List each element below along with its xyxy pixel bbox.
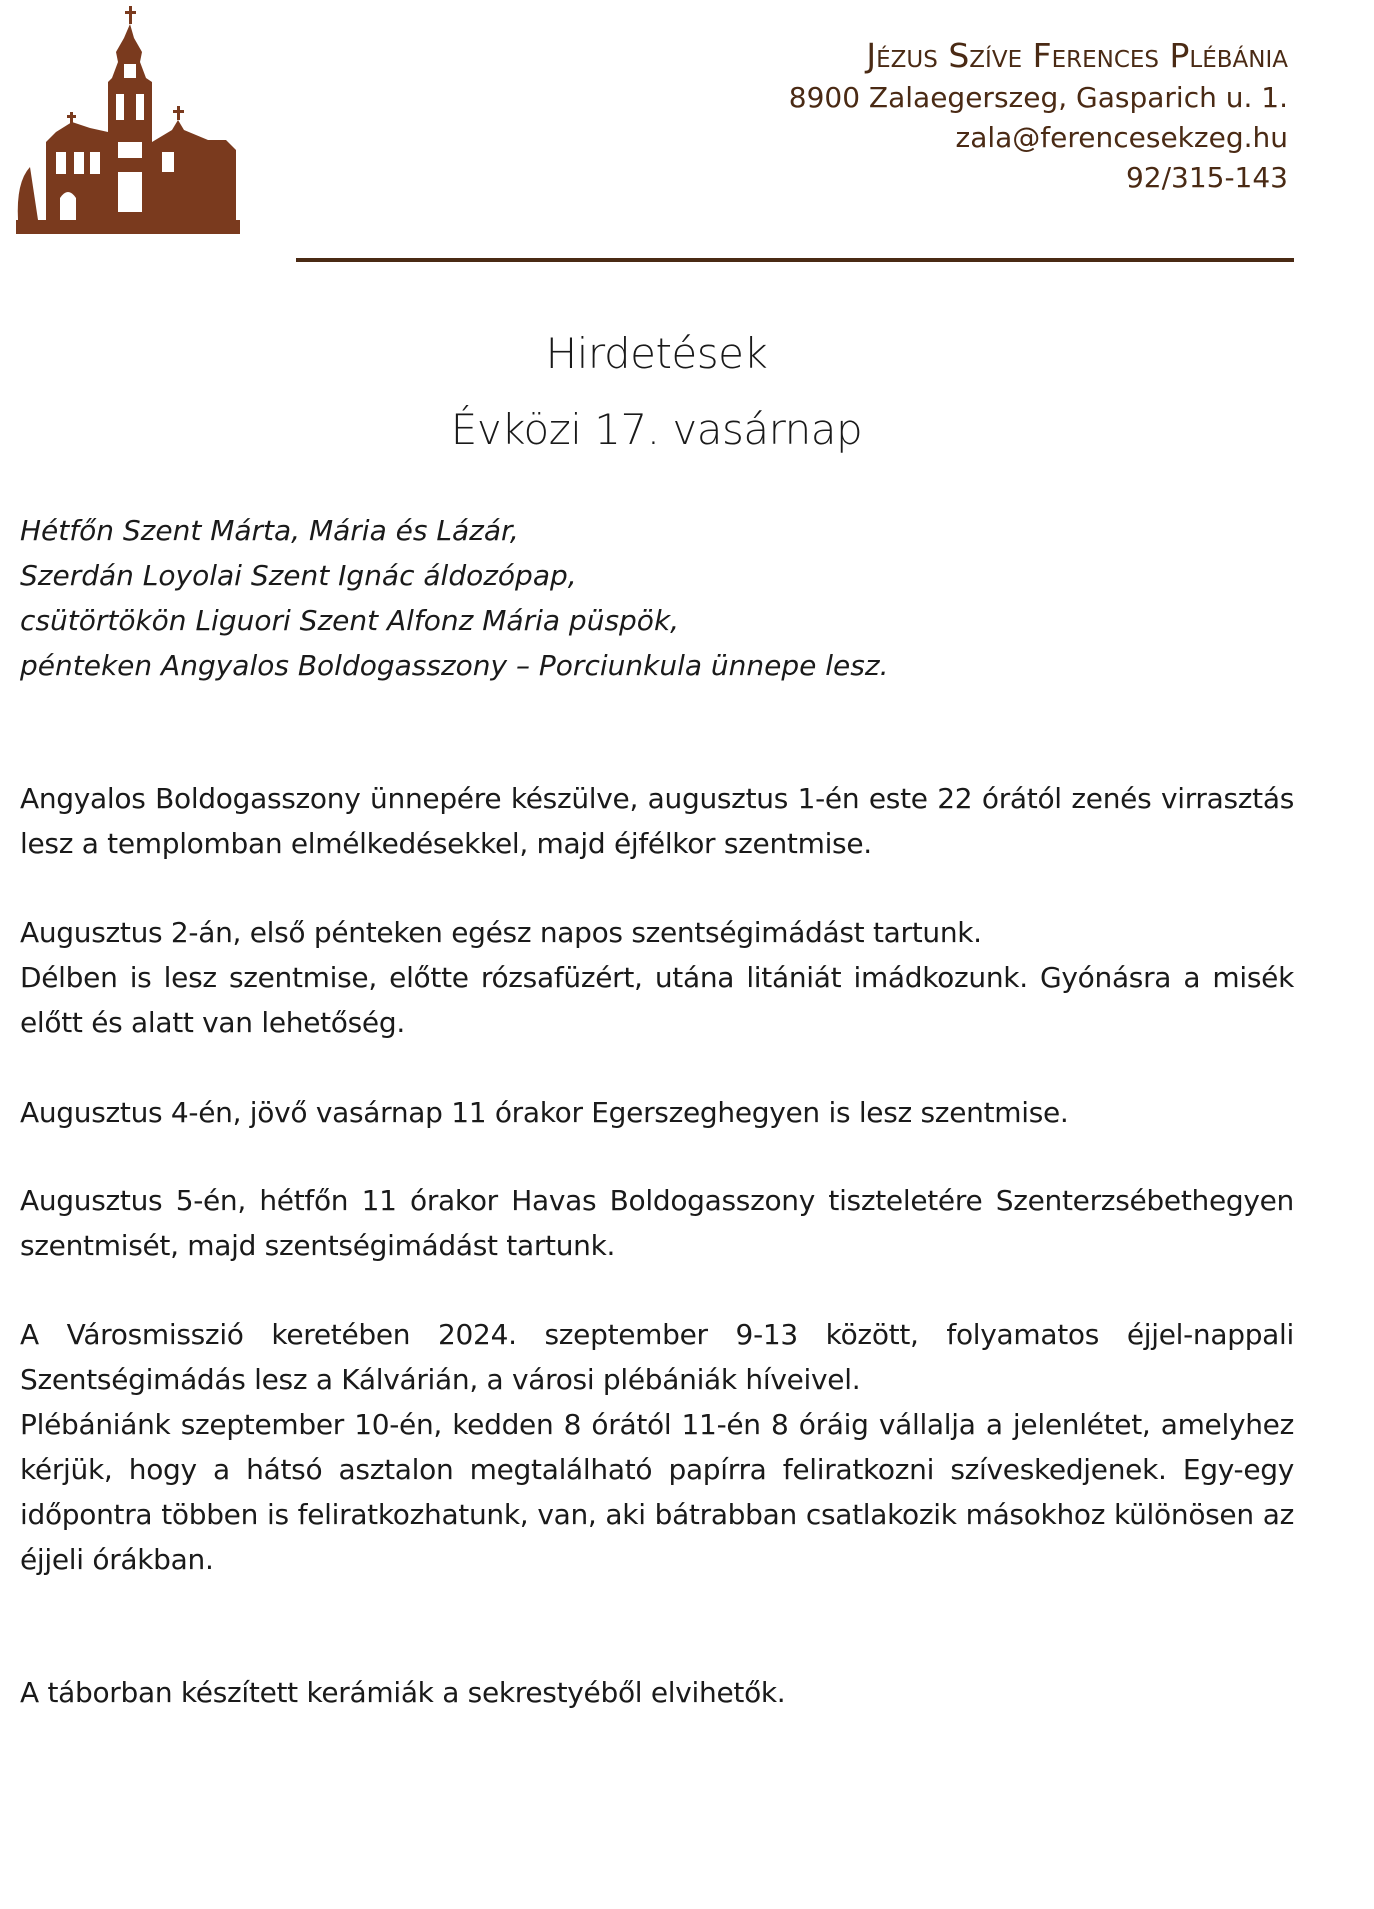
- announcement-text: Délben is lesz szentmise, előtte rózsafüzért, utána litániát imádkozunk. Gyónásra a misék előtt és alatt van lehetőség.: [20, 961, 1294, 1039]
- parish-name: Jézus Szíve Ferences Plébánia: [866, 36, 1288, 75]
- letterhead: [789, 34, 1288, 198]
- announcement-text: Augusztus 2-án, első pénteken egész napos szentségimádást tartunk.: [20, 916, 982, 949]
- announcement-text: Augusztus 5-én, hétfőn 11 órakor Havas Boldogasszony tiszteletére Szenterzsébethegyen szentmisét, majd szentségimádást tartunk.: [20, 1184, 1294, 1262]
- parish-address: 8900 Zalaegerszeg, Gasparich u. 1.: [788, 81, 1288, 114]
- announcement-ceramics: [20, 1670, 1294, 1715]
- feast-line: Szerdán Loyolai Szent Ignác áldozópap,: [20, 559, 577, 592]
- announcement-text: Angyalos Boldogasszony ünnepére készülve, augusztus 1-én este 22 órától zenés virrasztás lesz a templomban elmélkedésekkel, majd éjfélkor szentmise.: [20, 782, 1294, 860]
- announcement-text: A táborban készített kerámiák a sekrestyéből elvihetők.: [20, 1676, 786, 1709]
- feast-line: pénteken Angyalos Boldogasszony – Porciunkula ünnepe lesz.: [20, 649, 889, 682]
- announcement-egerszeghegy: [20, 1090, 1294, 1135]
- parish-email: zala@ferencesekzeg.hu: [955, 121, 1288, 154]
- announcement-text: A Városmisszió keretében 2024. szeptember 9-13 között, folyamatos éjjel-nappali Szentségimádás lesz a Kálvárián, a városi plébániák híveivel.: [20, 1318, 1294, 1396]
- announcement-text: Augusztus 4-én, jövő vasárnap 11 órakor Egerszeghegyen is lesz szentmise.: [20, 1096, 1069, 1129]
- announcement-first-friday: [20, 910, 1294, 1045]
- announcement-havas-boldogasszony: [20, 1178, 1294, 1268]
- feast-line: Hétfőn Szent Márta, Mária és Lázár,: [20, 514, 519, 547]
- feast-days-list: [20, 508, 888, 688]
- church-logo-icon: [12, 2, 244, 238]
- announcement-city-mission: [20, 1312, 1294, 1582]
- feast-line: csütörtökön Liguori Szent Alfonz Mária püspök,: [20, 604, 680, 637]
- announcement-text: Plébániánk szeptember 10-én, kedden 8 órától 11-én 8 óráig vállalja a jelenlétet, amelyhez kérjük, hogy a hátsó asztalon megtalálható papírra feliratkozni szíveskedjenek. Egy-egy időpontra többen is feliratkozhatunk, van, aki bátrabban csatlakozik másokhoz különösen az éjjeli órákban.: [20, 1408, 1294, 1576]
- document-title: Hirdetések: [545, 329, 768, 378]
- document-titles: [0, 316, 1313, 468]
- parish-phone: 92/315-143: [1125, 161, 1288, 194]
- announcement-vigil: [20, 776, 1294, 866]
- header-divider: [296, 258, 1294, 262]
- document-subtitle: Évközi 17. vasárnap: [450, 405, 863, 454]
